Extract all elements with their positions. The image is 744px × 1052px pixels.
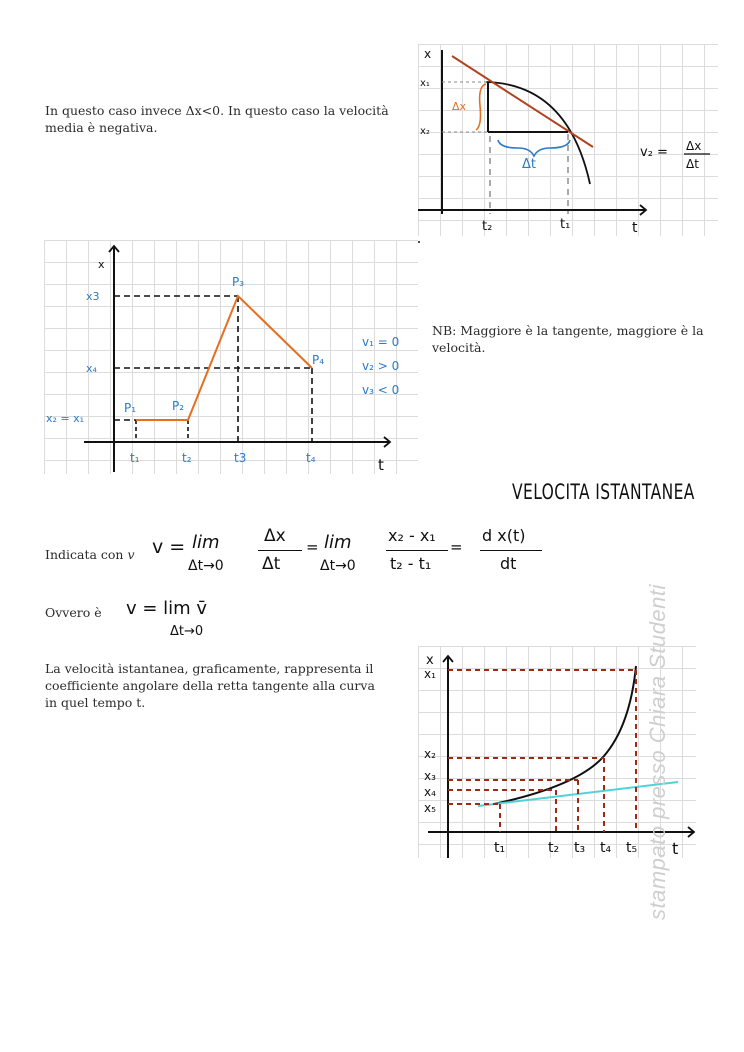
graph1-tick-t1: t₁ [560,217,571,232]
graph1-y-axis-label: x [424,47,432,61]
graph2-point-p1: P₁ [124,401,137,415]
formula-instantaneous-velocity [152,524,552,584]
graph3-tick-x1: x₁ [424,667,436,681]
formula1-lim2: lim [324,532,352,553]
graph3-tick-t5: t₅ [626,840,638,856]
graph2-tick-t1: t₁ [130,451,140,465]
graph2-point-p2: P₂ [172,399,185,413]
formula1-sub: Δt→0 [188,558,224,574]
section-title-velocita-istantanea: VELOCITA ISTANTANEA [512,480,695,504]
indicata-symbol: v [127,547,135,562]
graph2-tick-x2-x1: x₂ = x₁ [46,412,85,425]
graph1-formula-lhs: v₂ = [640,145,668,160]
formula1-num2: x₂ - x₁ [388,526,436,545]
graph3-tick-x5: x₅ [424,801,436,815]
formula2-sub: Δt→0 [170,624,204,639]
formula2-v: v = lim v̄ [126,598,208,619]
graph3-tick-x3: x₃ [424,769,436,783]
formula1-num1: Δx [264,526,286,546]
graph1-x-axis-label: t [632,220,638,236]
graph3-tick-t1: t₁ [494,840,506,856]
graph2-point-p3: P₃ [232,275,245,289]
graph2-tick-t4: t₄ [306,451,316,465]
graph1-formula-num: Δx [686,139,702,153]
graph3-tick-t2: t₂ [548,840,560,856]
formula1-den1: Δt [262,554,281,574]
graph1-tick-x1: x₁ [420,78,430,89]
formula1-den3: dt [500,554,517,573]
graph3-y-axis-label: x [426,653,434,668]
graph1-formula-den: Δt [686,157,699,171]
legend-v3: v₃ < 0 [362,383,400,397]
graph3-tick-x4: x₄ [424,785,436,799]
graph1-dt-label: Δt [522,157,536,172]
graph1-tick-x2: x₂ [420,126,430,137]
nb-note: NB: Maggiore è la tangente, maggiore è la velocità. [432,323,704,355]
formula1-lim: lim [192,532,220,553]
graph2-tick-x4: x₄ [86,362,97,375]
graph3-x-axis-label: t [672,839,679,858]
graph1-tick-t2: t₂ [482,219,493,234]
formula1-den2: t₂ - t₁ [390,554,432,573]
graph2-tick-t2: t₂ [182,451,192,465]
formula1-eq3: = [450,538,463,556]
graph-average-velocity-negative [418,44,718,236]
graph2-tick-x3: x3 [86,290,100,303]
formula1-eq2: = [306,538,319,556]
legend-v2: v₂ > 0 [362,359,400,373]
watermark: stampato presso Chiara Studenti [645,584,670,920]
velocity-legend [362,330,422,402]
paragraph-instantaneous-velocity: La velocità istantanea, graficamente, rappresenta il coefficiente angolare della retta tangente alla curva in quel tempo t. [45,661,375,710]
graph1-dx-label: Δx [452,100,467,113]
graph2-y-axis-label: x [98,258,105,271]
graph3-tick-t4: t₄ [600,840,612,856]
formula1-v: v = [152,536,186,558]
legend-v1: v₁ = 0 [362,335,400,349]
formula1-sub2: Δt→0 [320,558,356,574]
graph2-tick-t3: t3 [234,451,247,465]
ovvero-label: Ovvero è [45,605,102,620]
paragraph-negative-velocity: In questo caso invece Δx<0. In questo caso la velocità media è negativa. [45,103,389,135]
indicata-line [45,546,135,563]
graph3-tick-x2: x₂ [424,747,436,761]
graph2-point-p4: P₄ [312,353,325,367]
formula1-num3: d x(t) [482,526,526,545]
graph2-x-axis-label: t [378,456,384,474]
graph3-tick-t3: t₃ [574,840,586,856]
indicata-label: Indicata con [45,547,124,562]
formula-limit-average-velocity [126,594,246,644]
